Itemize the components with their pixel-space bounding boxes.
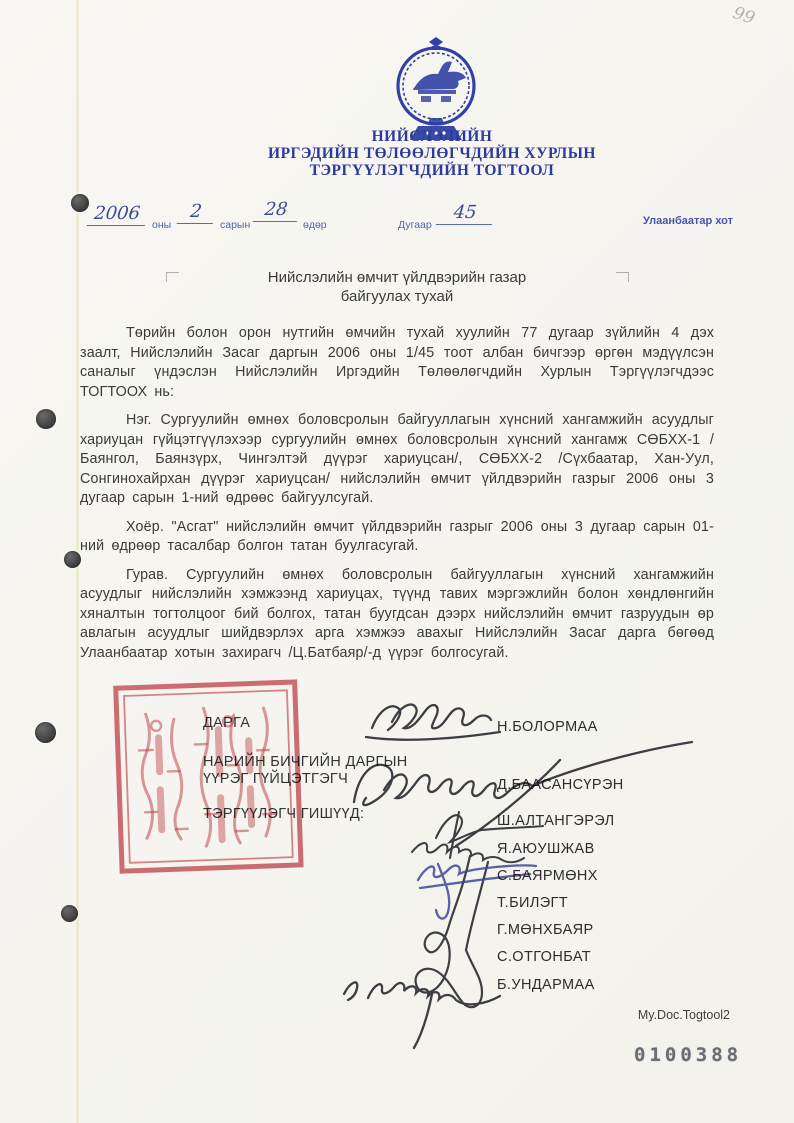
doc-number-label: Дугаар [398, 219, 432, 231]
doc-number-value: 45 [436, 202, 494, 225]
secretary-label-line1: НАРИЙН БИЧГИЙН ДАРГЫН [203, 754, 408, 770]
resolution-body [80, 324, 714, 672]
signature-undarmaa [344, 982, 500, 1048]
date-year-label: оны [152, 219, 172, 231]
signer-name-member: Ш.АЛТАНГЭРЭЛ [497, 813, 615, 829]
signature-large-flourish [416, 856, 488, 1007]
signer-name-member: Я.АЮУШЖАВ [497, 841, 595, 857]
secretary-label [203, 754, 408, 787]
members-label: ТЭРГҮҮЛЭГЧ ГИШҮҮД: [203, 806, 365, 822]
punch-hole-mark [36, 409, 56, 429]
document-title-line2: байгуулах тухай [340, 287, 454, 305]
document-title-line1: Нийслэлийн өмчит үйлдвэрийн газар [267, 269, 527, 286]
document-reference: My.Doc.Togtool2 [637, 1008, 730, 1022]
signer-name-member: С.БАЯРМӨНХ [497, 868, 598, 884]
org-header [197, 128, 667, 179]
date-day-value: 28 [253, 199, 299, 222]
punch-hole-mark [35, 722, 56, 743]
stamped-serial-number: 0100388 [634, 1044, 743, 1066]
punch-hole-mark [64, 551, 81, 568]
date-month-value: 2 [177, 201, 215, 224]
punch-hole-mark [71, 194, 89, 212]
preamble-paragraph: Төрийн болон орон нутгийн өмчийн тухай хуулийн 77 дугаар зүйлийн 4 дэх заалт, Нийслэлийн Засаг даргын 2006 оны 1/45 тоот албан бичгээр өргөн мэдүүлсэн саналыг үндэслэн Нийслэлийн Иргэдийн Төлөөлөгчдийн Хурлын Тэргүүлэгчдээс ТОГТООХ нь: [80, 325, 714, 400]
city-name: Улаанбаатар хот [643, 215, 734, 227]
signer-name-secretary: Д.БААСАНСҮРЭН [497, 777, 624, 793]
org-name-line3: ТЭРГҮҮЛЭГЧДИЙН ТОГТООЛ [309, 162, 555, 179]
date-year-value: 2006 [87, 203, 147, 226]
pencil-page-number: 99 [730, 3, 758, 29]
chairman-label: ДАРГА [203, 715, 251, 731]
signer-name-member: Т.БИЛЭГТ [497, 895, 569, 911]
clause-three-paragraph: Гурав. Сургуулийн өмнөх боловсролын байгууллагын хүнсний хангамжийн асуудлыг нийслэлийн хэмжээнд хариуцах, түүнд тавих мэргэжлийн болон хөндлөнгийн хяналтын тогтолцоог бий болгох, татан буугдсан дээрх нийслэлийн өмчит газруудын өр авлагын асуудлыг шийдвэрлэх арга хэмжээ авахыг Нийслэлийн Засаг дарга бөгөөд Улаанбаатар хотын захирагч /Ц.Батбаяр/-д үүрэг болгосугай. [80, 566, 714, 661]
org-name-line1: НИЙСЛЭЛИЙН [371, 128, 493, 145]
org-name-line2: ИРГЭДИЙН ТӨЛӨӨЛӨГЧДИЙН ХУРЛЫН [268, 145, 596, 162]
signer-name-member: Б.УНДАРМАА [497, 977, 595, 993]
signature-bolormaa [366, 704, 500, 739]
document-title [230, 269, 564, 306]
secretary-label-line2: ҮҮРЭГ ГҮЙЦЭТГЭГЧ [203, 770, 349, 787]
date-month-label: сарын [220, 219, 251, 231]
crop-mark-left [166, 272, 179, 282]
signer-name-member: С.ОТГОНБАТ [497, 949, 592, 965]
date-day-label: өдөр [303, 219, 327, 231]
signer-name-chairman: Н.БОЛОРМАА [497, 719, 598, 735]
signer-name-member: Г.МӨНХБАЯР [497, 922, 594, 938]
crop-mark-right [616, 272, 629, 282]
punch-hole-mark [61, 905, 78, 922]
clause-one-paragraph: Нэг. Сургуулийн өмнөх боловсролын байгууллагын хүнсний хангамжийн асуудлыг хариуцан гүйцэтгүүлэхээр сургуулийн өмнөх боловсролын хүнсний хангамж СӨБХХ-1 /Баянгол, Баянзүрх, Чингэлтэй дүүрэг хариуцсан/, СӨБХХ-2 /Сүхбаатар, Хан-Уул, Сонгинохайрхан дүүрэг хариуцсан/ нийслэлийн өмчит үйлдвэрийн газрыг 2006 оны 3 дугаар сарын 1-ний өдрөөс байгуулсугай. [80, 412, 714, 506]
clause-two-paragraph: Хоёр. "Асгат" нийслэлийн өмчит үйлдвэрийн газрыг 2006 оны 3 дугаар сарын 01-ний өдрөөр тасалбар болгон татан буулгасугай. [80, 518, 714, 554]
